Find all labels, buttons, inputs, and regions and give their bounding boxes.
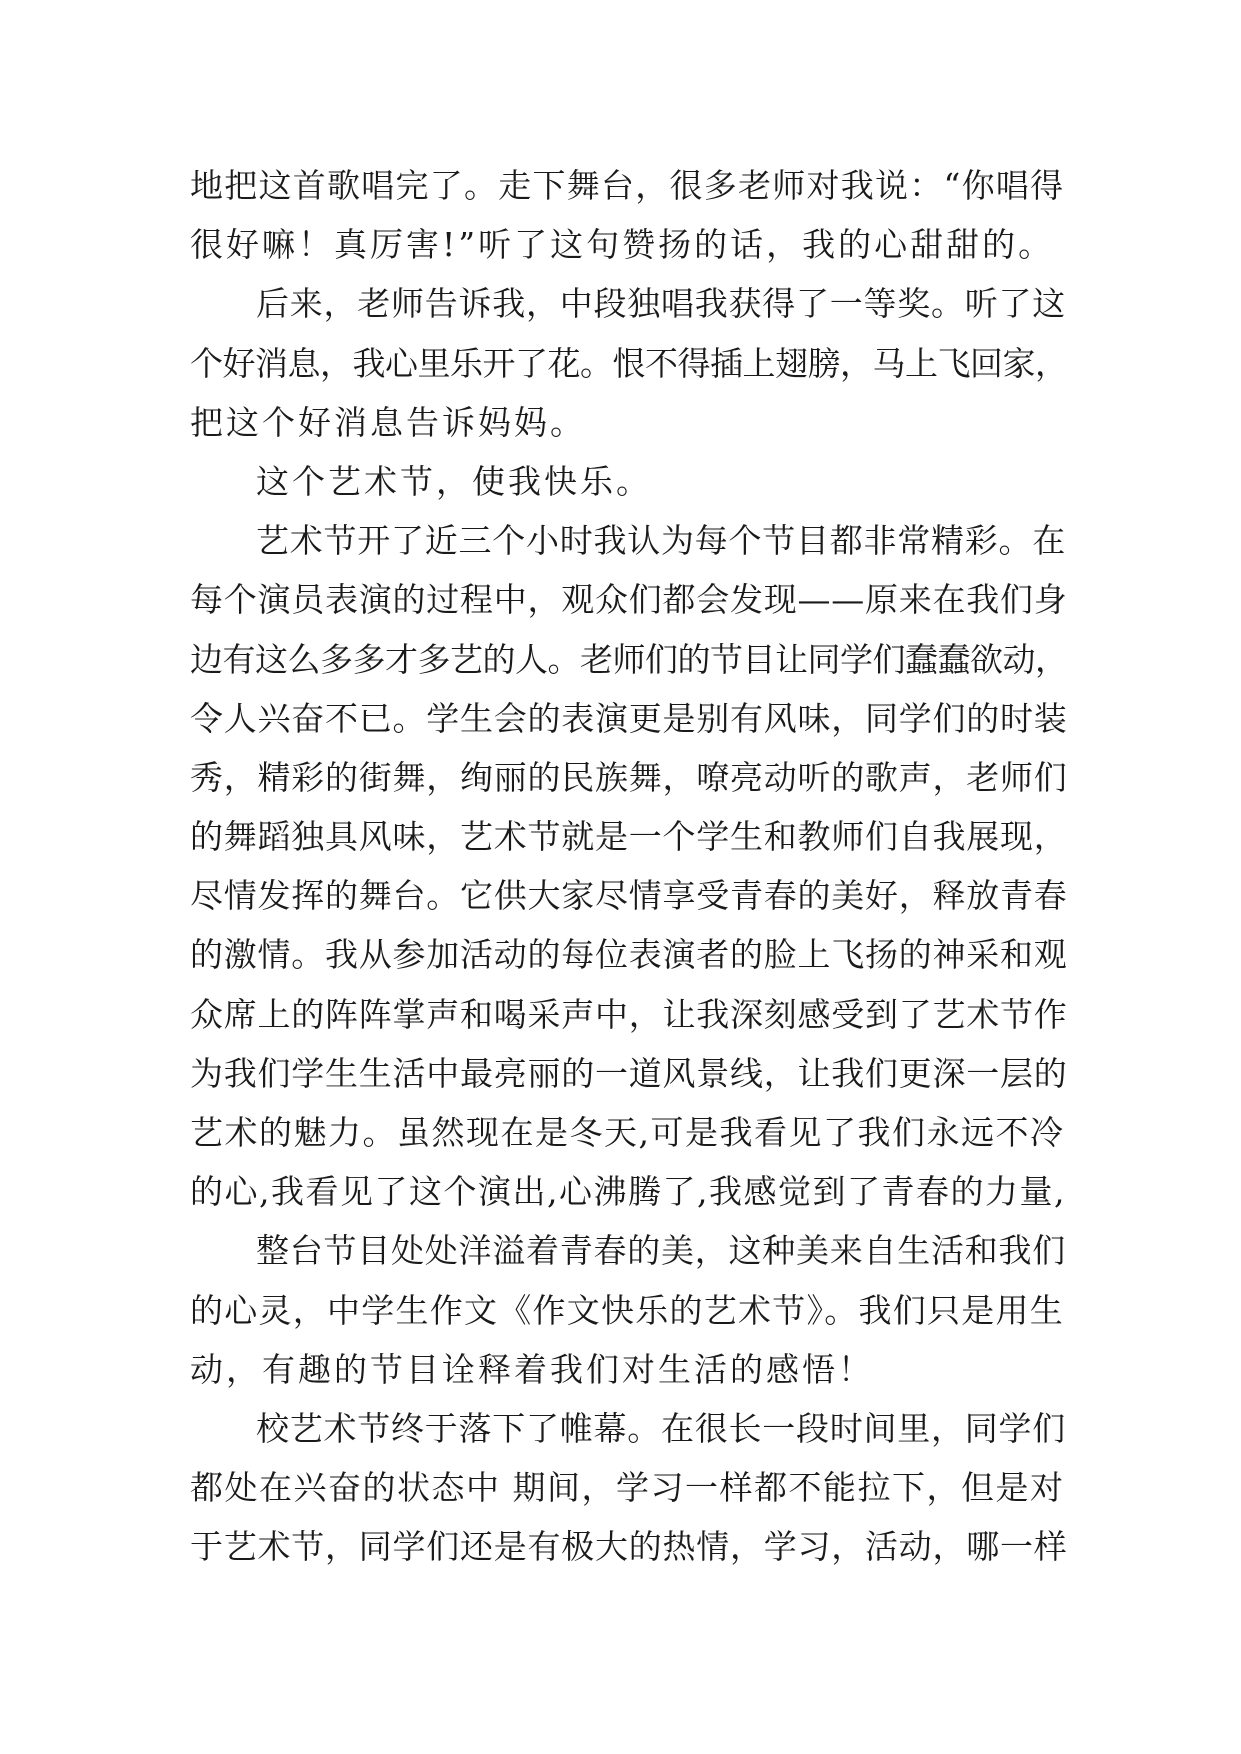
paragraph-start-line: 这个艺术节，使我快乐。 — [256, 461, 652, 501]
text-line: 为我们学生生活中最亮丽的一道风景线，让我们更深一层的 — [190, 1053, 1068, 1093]
text-line: 的心,我看见了这个演出,心沸腾了,我感觉到了青春的力量, — [190, 1172, 1066, 1212]
text-line: 令人兴奋不已。学生会的表演更是别有风味，同学们的时装 — [190, 698, 1068, 738]
text-line: 个好消息，我心里乐开了花。恨不得插上翅膀，马上飞回家， — [190, 343, 1068, 383]
paragraph-start-line: 艺术节开了近三个小时我认为每个节目都非常精彩。在 — [256, 521, 1066, 561]
text-line: 动，有趣的节目诠释着我们对生活的感悟！ — [190, 1349, 874, 1389]
text-line: 的心灵，中学生作文《作文快乐的艺术节》。我们只是用生 — [190, 1290, 1064, 1330]
paragraph-start-line: 校艺术节终于落下了帷幕。在很长一段时间里，同学们 — [256, 1408, 1066, 1448]
text-line: 的舞蹈独具风味，艺术节就是一个学生和教师们自我展现， — [190, 817, 1068, 857]
text-line: 都处在兴奋的状态中 期间，学习一样都不能拉下，但是对 — [190, 1468, 1065, 1508]
text-line: 地把这首歌唱完了。走下舞台，很多老师对我说：“你唱得 — [190, 166, 1065, 205]
paragraph-start-line: 整台节目处处洋溢着青春的美，这种美来自生活和我们 — [256, 1231, 1066, 1271]
text-line: 艺术的魅力。虽然现在是冬天,可是我看见了我们永远不冷 — [190, 1113, 1065, 1152]
text-line: 尽情发挥的舞台。它供大家尽情享受青春的美好，释放青春 — [190, 876, 1068, 916]
text-line: 边有这么多多才多艺的人。老师们的节目让同学们蠢蠢欲动， — [190, 639, 1068, 679]
text-line: 秀，精彩的街舞，绚丽的民族舞，嘹亮动听的歌声，老师们 — [190, 757, 1068, 797]
text-line: 的激情。我从参加活动的每位表演者的脸上飞扬的神采和观 — [190, 935, 1068, 975]
body-text — [190, 156, 1070, 1577]
text-line: 每个演员表演的过程中，观众们都会发现——原来在我们身 — [190, 580, 1068, 620]
text-line: 众席上的阵阵掌声和喝采声中，让我深刻感受到了艺术节作 — [190, 994, 1068, 1034]
text-line: 把这个好消息告诉妈妈。 — [190, 402, 586, 442]
text-line: 于艺术节，同学们还是有极大的热情，学习，活动，哪一样 — [190, 1527, 1068, 1567]
text-line: 很好嘛！真厉害!”听了这句赞扬的话，我的心甜甜的。 — [190, 225, 1055, 265]
paragraph-start-line: 后来，老师告诉我，中段独唱我获得了一等奖。听了这 — [256, 284, 1066, 324]
